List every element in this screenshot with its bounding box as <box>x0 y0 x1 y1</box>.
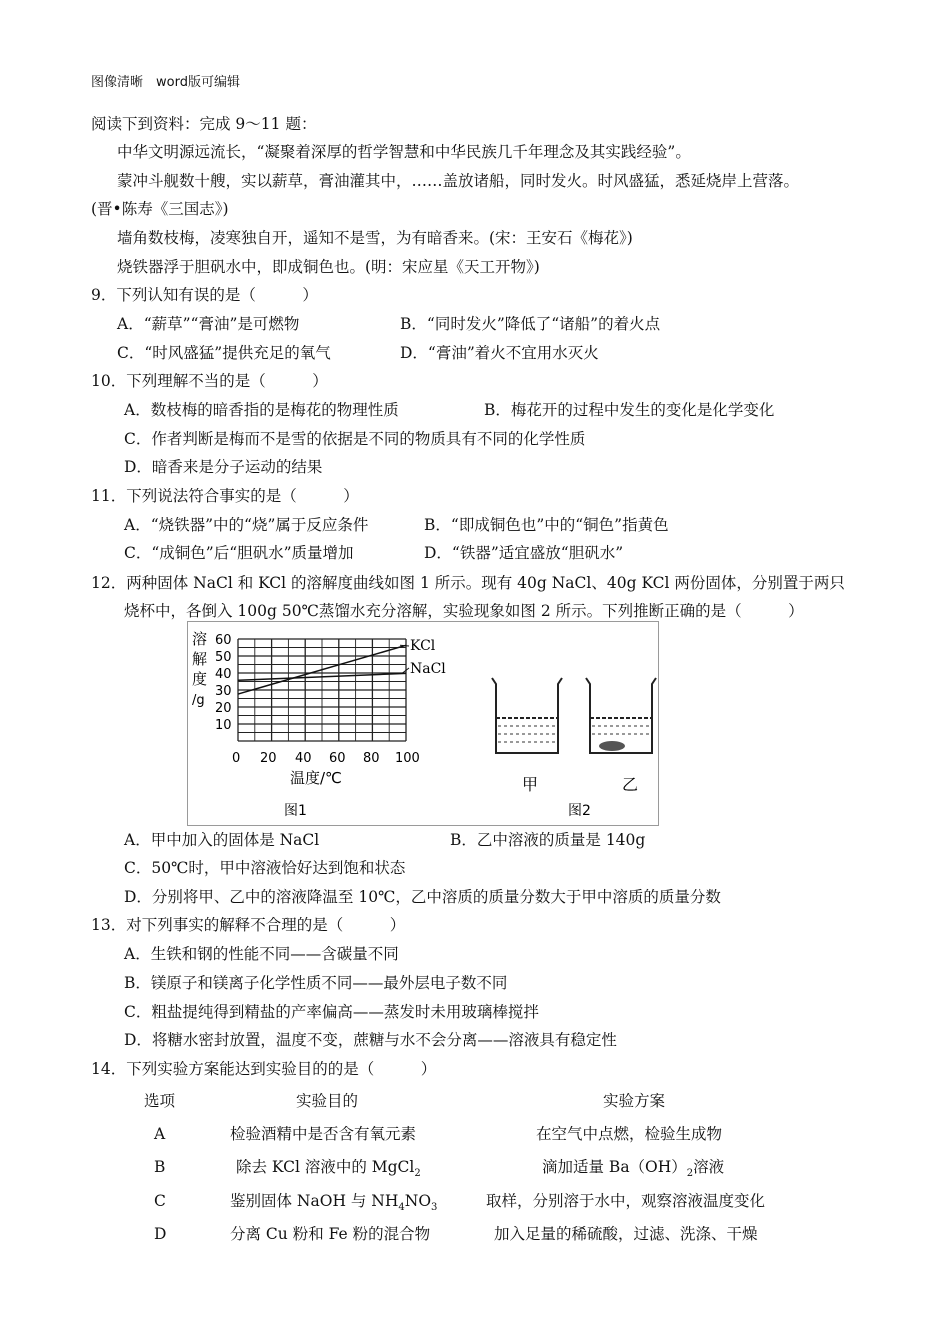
q14-row-c-goal-subscript-2: 3 <box>431 1202 438 1213</box>
q10-option-b: B．梅花开的过程中发生的变化是化学变化 <box>484 401 775 419</box>
q13-option-d: D．将糖水密封放置，温度不变，蔗糖与水不会分离——溶液具有稳定性 <box>124 1031 617 1049</box>
x-axis-label: 温度/℃ <box>290 769 342 787</box>
reading-lead: 阅读下到资料：完成 9～11 题： <box>91 115 317 133</box>
xtick-0: 0 <box>232 751 241 766</box>
q11-option-a: A．“烧铁器”中的“烧”属于反应条件 <box>124 516 369 534</box>
nacl-label: NaCl <box>410 661 446 677</box>
ylabel-char-2: 解 <box>192 650 208 668</box>
q14-row-c-goal <box>230 1190 437 1219</box>
xtick-20: 20 <box>260 751 277 766</box>
q14-row-a-plan: 在空气中点燃，检验生成物 <box>536 1125 723 1143</box>
ytick-40: 40 <box>215 667 232 682</box>
q10-option-a: A．数枝梅的暗香指的是梅花的物理性质 <box>124 401 399 419</box>
q13-option-a: A．生铁和钢的性能不同——含碳量不同 <box>124 945 399 963</box>
beaker-jia <box>492 678 562 753</box>
ylabel-unit: /g <box>192 693 205 708</box>
ytick-60: 60 <box>215 633 232 648</box>
q14-row-d-goal: 分离 Cu 粉和 Fe 粉的混合物 <box>230 1225 431 1243</box>
q14-row-b-plan-text: 滴加适量 Ba（OH） <box>542 1158 687 1176</box>
q14-row-b-option: B <box>154 1158 166 1176</box>
q9-stem: 9．下列认知有误的是（ ） <box>91 286 318 304</box>
q12-option-d: D．分别将甲、乙中的溶液降温至 10℃，乙中溶质的质量分数大于甲中溶质的质量分数 <box>124 888 721 906</box>
q14-row-a-goal: 检验酒精中是否含有氧元素 <box>230 1125 417 1143</box>
q9-option-c: C．“时风盛猛”提供充足的氧气 <box>117 344 331 362</box>
ytick-30: 30 <box>215 684 232 699</box>
q14-header-option: 选项 <box>144 1092 176 1110</box>
q14-row-a-option: A <box>154 1125 166 1143</box>
q14-row-c-goal-mid: NO <box>404 1192 432 1210</box>
q11-stem: 11．下列说法符合事实的是（ ） <box>91 487 359 505</box>
q12-option-c: C．50℃时，甲中溶液恰好达到饱和状态 <box>124 859 406 877</box>
q14-row-b-goal-subscript: 2 <box>414 1168 421 1179</box>
q14-row-c-goal-text: 鉴别固体 NaOH 与 NH <box>230 1192 399 1210</box>
ylabel-char-1: 溶 <box>192 630 208 648</box>
q10-stem: 10．下列理解不当的是（ ） <box>91 372 328 390</box>
q11-option-c: C．“成铜色”后“胆矾水”质量增加 <box>124 544 354 562</box>
q14-row-b-goal <box>236 1156 421 1185</box>
q11-option-b: B．“即成铜色也”中的“铜色”指黄色 <box>424 516 669 534</box>
fig1-caption: 图1 <box>284 803 307 819</box>
q12-option-b: B．乙中溶液的质量是 140g <box>450 831 646 849</box>
reading-line-5: 烧铁器浮于胆矾水中，即成铜色也。(明：宋应星《天工开物》) <box>117 258 540 276</box>
q14-row-c-option: C <box>154 1192 166 1210</box>
q12-stem-line-2: 烧杯中，各倒入 100g 50℃蒸馏水充分溶解，实验现象如图 2 所示。下列推断正确的是（ ） <box>124 602 804 620</box>
q13-option-c: C．粗盐提纯得到精盐的产率偏高——蒸发时未用玻璃棒搅拌 <box>124 1003 539 1021</box>
q14-header-goal: 实验目的 <box>296 1092 359 1110</box>
reading-line-1: 中华文明源远流长，“凝聚着深厚的哲学智慧和中华民族几千年理念及其实践经验”。 <box>117 143 691 161</box>
beaker-jia-outline <box>492 678 562 753</box>
beaker-jia-label: 甲 <box>522 775 539 794</box>
q10-option-c: C．作者判断是梅而不是雪的依据是不同的物质具有不同的化学性质 <box>124 430 586 448</box>
solubility-curves <box>238 645 409 694</box>
q9-option-d: D．“膏油”着火不宜用水灭火 <box>400 344 599 362</box>
solubility-grid <box>238 639 406 741</box>
kcl-label: KCl <box>410 638 436 654</box>
reading-line-4: 墙角数枝梅，凌寒独自开，遥知不是雪，为有暗香来。(宋：王安石《梅花》) <box>117 229 633 247</box>
q14-row-b-plan-subscript: 2 <box>686 1168 694 1179</box>
q9-option-a: A．“薪草”“膏油”是可燃物 <box>117 315 300 333</box>
q14-row-d-option: D <box>154 1225 167 1243</box>
q12-option-a: A．甲中加入的固体是 NaCl <box>124 831 320 849</box>
q13-stem: 13．对下列事实的解释不合理的是（ ） <box>91 916 406 934</box>
q14-header-plan: 实验方案 <box>603 1092 666 1110</box>
xtick-100: 100 <box>395 751 420 766</box>
q14-row-b-plan-suffix: 溶液 <box>693 1158 725 1176</box>
q12-stem-line-1: 12．两种固体 NaCl 和 KCl 的溶解度曲线如图 1 所示。现有 40g NaCl、40g KCl 两份固体，分别置于两只 <box>91 574 845 592</box>
q14-row-b-plan <box>542 1156 724 1185</box>
ytick-50: 50 <box>215 650 232 665</box>
ytick-10: 10 <box>215 718 232 733</box>
q11-option-d: D．“铁器”适宜盛放“胆矾水” <box>424 544 624 562</box>
kcl-leader <box>400 645 409 646</box>
beaker-yi-outline <box>586 678 656 753</box>
beaker-yi-label: 乙 <box>622 775 639 794</box>
q12-figure <box>187 621 659 826</box>
xtick-60: 60 <box>329 751 346 766</box>
q9-option-b: B．“同时发火”降低了“诸船”的着火点 <box>400 315 661 333</box>
page-header: 图像清晰 word版可编辑 <box>91 75 240 90</box>
reading-line-3: (晋•陈寿《三国志》) <box>91 200 229 218</box>
ylabel-char-3: 度 <box>192 670 208 688</box>
xtick-80: 80 <box>363 751 380 766</box>
ytick-20: 20 <box>215 701 232 716</box>
q10-option-d: D．暗香来是分子运动的结果 <box>124 458 323 476</box>
fig2-caption: 图2 <box>568 803 591 819</box>
q14-row-c-goal-subscript-1: 4 <box>398 1202 405 1213</box>
xtick-40: 40 <box>295 751 312 766</box>
beaker-yi-undissolved-solid <box>599 741 625 751</box>
q14-row-d-plan: 加入足量的稀硫酸，过滤、洗涤、干燥 <box>494 1225 758 1243</box>
q14-row-c-plan: 取样，分别溶于水中，观察溶液温度变化 <box>486 1192 766 1210</box>
beaker-yi <box>586 678 656 753</box>
q13-option-b: B．镁原子和镁离子化学性质不同——最外层电子数不同 <box>124 974 508 992</box>
reading-line-2: 蒙冲斗舰数十艘，实以薪草，膏油灌其中，……盖放诸船，同时发火。时风盛猛，悉延烧岸上营落。 <box>117 172 800 190</box>
figure-svg <box>188 622 658 825</box>
q14-stem: 14．下列实验方案能达到实验目的的是（ ） <box>91 1060 437 1078</box>
q14-row-b-goal-text: 除去 KCl 溶液中的 MgCl <box>236 1158 415 1176</box>
